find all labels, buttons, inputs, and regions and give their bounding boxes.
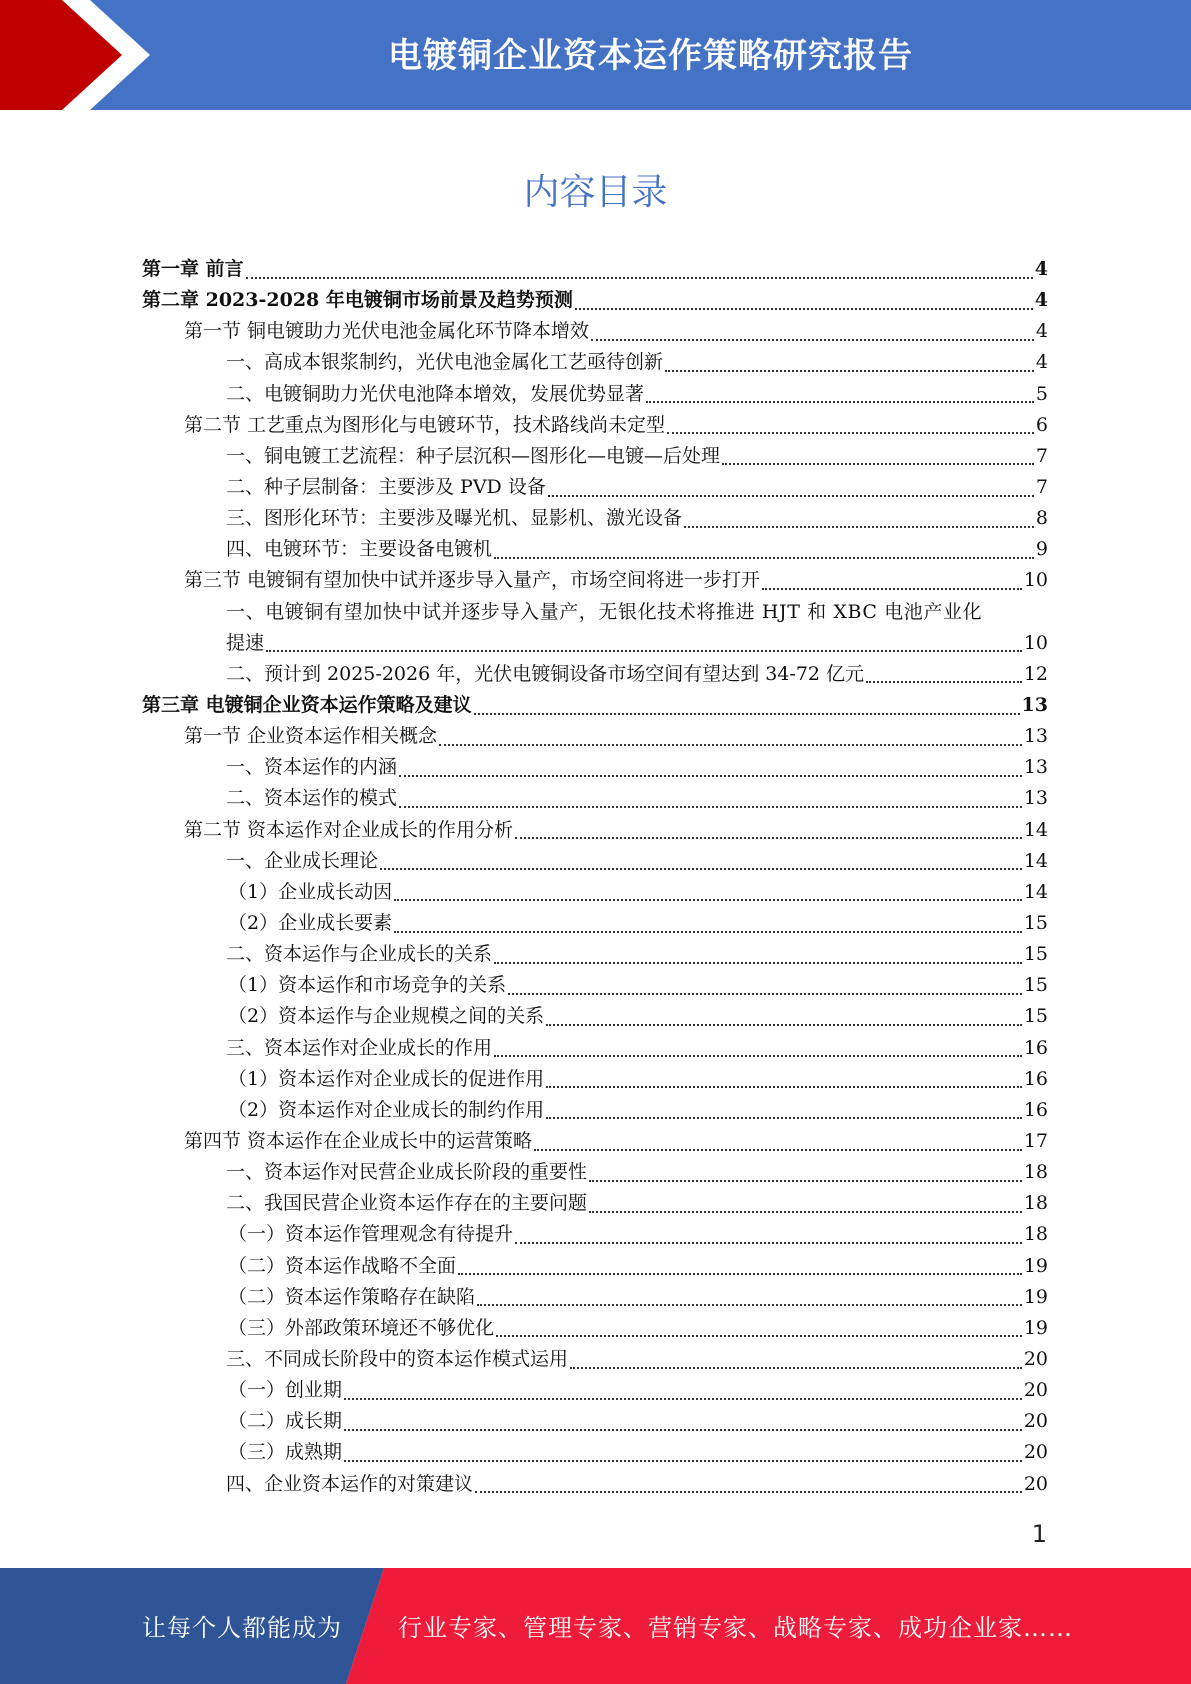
toc-page-number: 4: [1035, 351, 1048, 374]
toc-page-number: 20: [1023, 1441, 1048, 1464]
toc-entry[interactable]: [142, 1406, 1048, 1437]
toc-page-number: 19: [1023, 1285, 1048, 1308]
toc-entry[interactable]: [142, 1064, 1048, 1095]
toc-page-number: 16: [1023, 1036, 1048, 1059]
toc-entry[interactable]: [142, 846, 1048, 877]
toc-entry[interactable]: [142, 1344, 1048, 1375]
toc-page-number: 4: [1035, 320, 1048, 343]
toc-entry[interactable]: [142, 970, 1048, 1001]
toc-page-number: 7: [1035, 444, 1048, 467]
toc-leader-dots: [546, 1117, 1022, 1119]
toc-leader-dots: [394, 899, 1022, 901]
toc-entry[interactable]: [142, 1188, 1048, 1219]
footer-slogan-right: 行业专家、管理专家、营销专家、战略专家、成功企业家……: [398, 1614, 1073, 1642]
toc-page-number: 8: [1035, 507, 1048, 530]
toc-entry[interactable]: [142, 721, 1048, 752]
toc-leader-dots: [546, 1086, 1022, 1088]
toc-entry-text: 第二章 2023-2028 年电镀铜市场前景及趋势预测: [142, 289, 573, 312]
toc-entry[interactable]: [142, 410, 1048, 441]
toc-page-number: 20: [1023, 1347, 1048, 1370]
toc-entry-text: （一）资本运作管理观念有待提升: [228, 1223, 514, 1246]
toc-page-number: 16: [1023, 1098, 1048, 1121]
toc-leader-dots: [515, 1242, 1022, 1244]
toc-entry-text: （一）创业期: [228, 1379, 343, 1402]
toc-entry-text: 二、种子层制备：主要涉及 PVD 设备: [226, 475, 546, 498]
toc-leader-dots: [494, 962, 1022, 964]
toc-entry[interactable]: [142, 1437, 1048, 1468]
toc-entry-text: （二）资本运作策略存在缺陷: [228, 1285, 476, 1308]
toc-leader-dots: [246, 277, 1033, 279]
toc-entry-text: 一、电镀铜有望加快中试并逐步导入量产，无银化技术将推进 HJT 和 XBC 电池产业化: [226, 600, 983, 623]
footer-slogan-left: 让每个人都能成为: [142, 1614, 342, 1642]
toc-leader-dots: [508, 993, 1022, 995]
toc-page-number: 13: [1023, 756, 1048, 779]
toc-page-number: 15: [1023, 974, 1048, 997]
toc-entry-text: （2）资本运作与企业规模之间的关系: [228, 1005, 545, 1028]
toc-entry-text: 第三节 电镀铜有望加快中试并逐步导入量产，市场空间将进一步打开: [184, 569, 761, 592]
toc-leader-dots: [722, 463, 1034, 465]
toc-entry[interactable]: [142, 877, 1048, 908]
toc-entry[interactable]: [142, 1469, 1048, 1500]
toc-page-number: 13: [1023, 787, 1048, 810]
toc-page-number: 13: [1021, 693, 1048, 716]
toc-page-number: 9: [1035, 538, 1048, 561]
toc-page-number: 18: [1023, 1192, 1048, 1215]
toc-entry[interactable]: [142, 1282, 1048, 1313]
toc-page-number: 12: [1023, 662, 1048, 685]
toc-page-number: 17: [1023, 1129, 1048, 1152]
toc-entry-text: 第二节 工艺重点为图形化与电镀环节，技术路线尚未定型: [184, 413, 666, 436]
table-of-contents: [142, 254, 1048, 1500]
toc-page-number: 16: [1023, 1067, 1048, 1090]
toc-page-number: 13: [1023, 725, 1048, 748]
toc-leader-dots: [589, 1211, 1022, 1213]
toc-page-number: 19: [1023, 1316, 1048, 1339]
toc-entry[interactable]: [142, 1157, 1048, 1188]
toc-entry-text: 二、资本运作的模式: [226, 787, 398, 810]
toc-page-number: 10: [1023, 631, 1048, 654]
toc-page-number: 20: [1023, 1472, 1048, 1495]
toc-page-number: 18: [1023, 1161, 1048, 1184]
toc-entry-text: （1）资本运作和市场竞争的关系: [228, 974, 507, 997]
toc-entry-text: （二）成长期: [228, 1410, 343, 1433]
toc-entry[interactable]: [142, 1375, 1048, 1406]
toc-entry-text: 第一节 企业资本运作相关概念: [184, 725, 438, 748]
toc-page-number: 6: [1035, 413, 1048, 436]
toc-entry[interactable]: [142, 752, 1048, 783]
toc-page-number: 10: [1023, 569, 1048, 592]
toc-leader-dots: [665, 370, 1034, 372]
toc-leader-dots: [474, 713, 1020, 715]
toc-entry-text: 二、预计到 2025-2026 年，光伏电镀铜设备市场空间有望达到 34-72 亿元: [226, 662, 865, 685]
toc-page-number: 4: [1034, 289, 1048, 312]
toc-heading: 内容目录: [523, 172, 668, 213]
toc-entry-text: 一、资本运作的内涵: [226, 756, 398, 779]
toc-leader-dots: [266, 650, 1022, 652]
toc-entry-text: 一、高成本银浆制约，光伏电池金属化工艺亟待创新: [226, 351, 664, 374]
toc-entry-text: （1）资本运作对企业成长的促进作用: [228, 1067, 545, 1090]
toc-entry-text: 二、我国民营企业资本运作存在的主要问题: [226, 1192, 588, 1215]
toc-leader-dots: [762, 588, 1022, 590]
toc-page-number: 20: [1023, 1410, 1048, 1433]
toc-entry-text: 第一章 前言: [142, 258, 244, 280]
toc-page-number: 19: [1023, 1254, 1048, 1277]
toc-leader-dots: [475, 1491, 1022, 1493]
toc-entry-text: 三、图形化环节：主要涉及曝光机、显影机、激光设备: [226, 507, 683, 530]
toc-entry-text: （二）资本运作战略不全面: [228, 1254, 457, 1277]
toc-page-number: 15: [1023, 1005, 1048, 1028]
toc-entry-text: 三、不同成长阶段中的资本运作模式运用: [226, 1347, 569, 1370]
toc-entry[interactable]: [142, 503, 1048, 534]
toc-entry[interactable]: [142, 939, 1048, 970]
toc-entry[interactable]: [142, 815, 1048, 846]
toc-leader-dots: [591, 339, 1034, 341]
toc-leader-dots: [534, 1149, 1022, 1151]
toc-entry-text: 一、铜电镀工艺流程：种子层沉积—图形化—电镀—后处理: [226, 444, 721, 467]
toc-leader-dots: [394, 931, 1022, 933]
toc-entry-text: 第三章 电镀铜企业资本运作策略及建议: [142, 693, 472, 716]
toc-entry-text: 二、电镀铜助力光伏电池降本增效，发展优势显著: [226, 382, 645, 405]
toc-leader-dots: [344, 1460, 1022, 1462]
toc-page-number: 7: [1035, 475, 1048, 498]
toc-leader-dots: [548, 495, 1034, 497]
toc-entry[interactable]: [142, 1001, 1048, 1032]
toc-leader-dots: [494, 1055, 1022, 1057]
toc-entry-text: 四、企业资本运作的对策建议: [226, 1472, 474, 1495]
toc-leader-dots: [477, 1304, 1022, 1306]
toc-entry[interactable]: [142, 1095, 1048, 1126]
report-title: 电镀铜企业资本运作策略研究报告: [388, 36, 913, 76]
toc-page-number: 14: [1023, 818, 1048, 841]
toc-leader-dots: [458, 1273, 1022, 1275]
toc-entry[interactable]: [142, 690, 1048, 721]
toc-leader-dots: [439, 744, 1022, 746]
toc-entry[interactable]: [142, 597, 1048, 659]
toc-entry[interactable]: [142, 1251, 1048, 1282]
toc-leader-dots: [546, 1024, 1022, 1026]
toc-entry[interactable]: [142, 1313, 1048, 1344]
toc-entry[interactable]: [142, 316, 1048, 347]
toc-leader-dots: [646, 401, 1034, 403]
toc-entry[interactable]: [142, 908, 1048, 939]
toc-entry-text: 三、资本运作对企业成长的作用: [226, 1036, 493, 1059]
toc-entry[interactable]: [142, 1219, 1048, 1250]
toc-page-number: 14: [1023, 849, 1048, 872]
toc-page-number: 5: [1035, 382, 1048, 405]
toc-page-number: 18: [1023, 1223, 1048, 1246]
toc-entry-text: （1）企业成长动因: [228, 880, 393, 903]
toc-leader-dots: [866, 681, 1022, 683]
toc-page-number: 15: [1023, 911, 1048, 934]
toc-entry[interactable]: [142, 1126, 1048, 1157]
toc-leader-dots: [494, 557, 1034, 559]
toc-entry-text: 一、资本运作对民营企业成长阶段的重要性: [226, 1161, 588, 1184]
toc-entry[interactable]: [142, 472, 1048, 503]
toc-entry-text: 第二节 资本运作对企业成长的作用分析: [184, 818, 514, 841]
toc-entry[interactable]: [142, 534, 1048, 565]
toc-entry[interactable]: [142, 254, 1048, 285]
toc-leader-dots: [667, 432, 1034, 434]
toc-entry[interactable]: [142, 659, 1048, 690]
toc-entry[interactable]: [142, 1033, 1048, 1064]
toc-entry-text: （2）资本运作对企业成长的制约作用: [228, 1098, 545, 1121]
toc-entry[interactable]: [142, 285, 1048, 316]
toc-entry-text: （三）成熟期: [228, 1441, 343, 1464]
toc-page-number: 15: [1023, 943, 1048, 966]
toc-entry-text: 一、企业成长理论: [226, 849, 379, 872]
toc-leader-dots: [575, 308, 1033, 310]
toc-entry[interactable]: [142, 379, 1048, 410]
toc-leader-dots: [496, 1335, 1022, 1337]
toc-leader-dots: [515, 837, 1022, 839]
toc-page-number: 14: [1023, 880, 1048, 903]
toc-leader-dots: [684, 526, 1034, 528]
toc-entry-text-continued: 提速: [226, 631, 265, 654]
toc-entry[interactable]: [142, 441, 1048, 472]
toc-entry[interactable]: [142, 565, 1048, 596]
page-number: 1: [1031, 1520, 1047, 1548]
toc-leader-dots: [399, 806, 1022, 808]
toc-entry-text: （三）外部政策环境还不够优化: [228, 1316, 495, 1339]
toc-entry-text: 二、资本运作与企业成长的关系: [226, 943, 493, 966]
toc-leader-dots: [589, 1180, 1022, 1182]
toc-entry-text: （2）企业成长要素: [228, 911, 393, 934]
toc-leader-dots: [344, 1398, 1022, 1400]
footer-band: [0, 1568, 1191, 1684]
toc-entry[interactable]: [142, 347, 1048, 378]
toc-leader-dots: [344, 1429, 1022, 1431]
toc-leader-dots: [380, 868, 1022, 870]
toc-page-number: 4: [1034, 258, 1048, 280]
toc-entry-text: 四、电镀环节：主要设备电镀机: [226, 538, 493, 561]
toc-entry-text: 第一节 铜电镀助力光伏电池金属化环节降本增效: [184, 320, 590, 343]
toc-leader-dots: [399, 775, 1022, 777]
toc-page-number: 20: [1023, 1379, 1048, 1402]
toc-entry-text: 第四节 资本运作在企业成长中的运营策略: [184, 1129, 533, 1152]
toc-leader-dots: [570, 1367, 1022, 1369]
toc-entry[interactable]: [142, 783, 1048, 814]
header-band: [0, 0, 1191, 110]
